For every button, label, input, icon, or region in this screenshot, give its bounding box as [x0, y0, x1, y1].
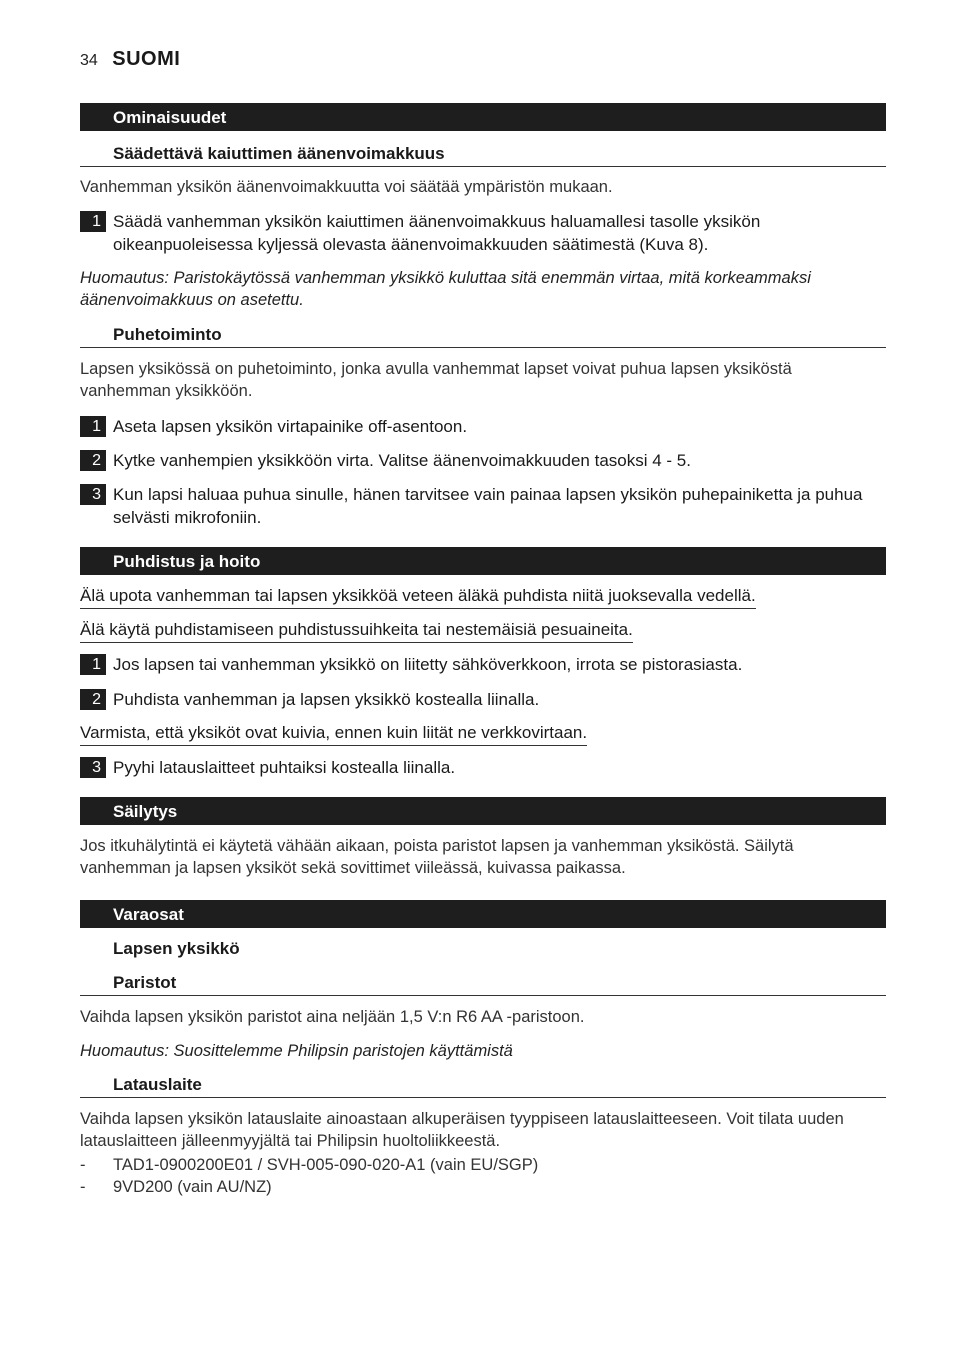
subheading-talk: Puhetoiminto [80, 324, 886, 348]
subheading-batteries: Paristot [80, 972, 886, 996]
cleaning-step-3 [80, 756, 886, 779]
talk-step-2 [80, 449, 886, 472]
cleaning-step-1 [80, 653, 886, 676]
language-title: SUOMI [112, 48, 181, 70]
section-bar-features: Ominaisuudet [80, 103, 886, 131]
step-number: 3 [80, 757, 106, 778]
volume-step-1 [80, 210, 886, 256]
step-text: Kytke vanhempien yksikköön virta. Valitse äänenvoimakkuuden tasoksi 4 - 5. [113, 451, 691, 470]
charger-list-item [80, 1176, 886, 1198]
batteries-note: Huomautus: Suosittelemme Philipsin paristojen käyttämistä [80, 1042, 513, 1060]
step-number: 2 [80, 450, 106, 471]
list-item-text: TAD1-0900200E01 / SVH-005-090-020-A1 (vain EU/SGP) [113, 1156, 539, 1174]
volume-note: Huomautus: Paristokäytössä vanhemman yksikkö kuluttaa sitä enemmän virtaa, mitä korkeammaksi äänenvoimakkuus on asetettu. [80, 269, 811, 309]
volume-intro: Vanhemman yksikön äänenvoimakkuutta voi säätää ympäristön mukaan. [80, 178, 613, 196]
step-text: Pyyhi latauslaitteet puhtaiksi kostealla liinalla. [113, 758, 456, 777]
cleaning-step-2 [80, 688, 886, 711]
step-number: 3 [80, 484, 106, 505]
subheading-baby-unit: Lapsen yksikkö [113, 939, 240, 958]
storage-text: Jos itkuhälytintä ei käytetä vähään aikaan, poista paristot lapsen ja vanhemman yksiköstä. Säilytä vanhemman ja lapsen yksiköt sekä sovittimet viileässä, kuivassa paikassa. [80, 837, 794, 877]
step-number: 1 [80, 211, 106, 232]
step-text: Aseta lapsen yksikön virtapainike off-asentoon. [113, 417, 468, 436]
step-number: 2 [80, 689, 106, 710]
section-bar-cleaning: Puhdistus ja hoito [80, 547, 886, 575]
step-text: Säädä vanhemman yksikön kaiuttimen äänenvoimakkuus haluamallesi tasolle yksikön oikeanpuoleisessa kyljessä olevasta äänenvoimakkuuden säätimestä (Kuva 8). [113, 212, 761, 254]
step-number: 1 [80, 416, 106, 437]
charger-list-item [80, 1154, 886, 1176]
cleaning-warning-1: Älä upota vanhemman tai lapsen yksikköä veteen äläkä puhdista niitä juoksevalla vedellä. [80, 585, 756, 609]
page-header [80, 48, 180, 71]
cleaning-warning-3: Varmista, että yksiköt ovat kuivia, ennen kuin liität ne verkkovirtaan. [80, 722, 587, 746]
subheading-charger: Latauslaite [80, 1074, 886, 1098]
list-dash: - [80, 1178, 86, 1196]
list-dash: - [80, 1156, 86, 1174]
step-number: 1 [80, 654, 106, 675]
subheading-volume: Säädettävä kaiuttimen äänenvoimakkuus [80, 143, 886, 167]
talk-step-3 [80, 483, 886, 529]
list-item-text: 9VD200 (vain AU/NZ) [113, 1178, 272, 1196]
section-bar-storage: Säilytys [80, 797, 886, 825]
talk-step-1 [80, 415, 886, 438]
step-text: Puhdista vanhemman ja lapsen yksikkö kostealla liinalla. [113, 690, 540, 709]
cleaning-warning-2: Älä käytä puhdistamiseen puhdistussuihkeita tai nestemäisiä pesuaineita. [80, 619, 633, 643]
section-bar-parts: Varaosat [80, 900, 886, 928]
step-text: Kun lapsi haluaa puhua sinulle, hänen tarvitsee vain painaa lapsen yksikön puhepainiketta ja puhua selvästi mikrofoniin. [113, 485, 863, 527]
step-text: Jos lapsen tai vanhemman yksikkö on liitetty sähköverkkoon, irrota se pistorasiasta. [113, 655, 743, 674]
batteries-text: Vaihda lapsen yksikön paristot aina neljään 1,5 V:n R6 AA -paristoon. [80, 1008, 585, 1026]
charger-text: Vaihda lapsen yksikön latauslaite ainoastaan alkuperäisen tyyppiseen latauslaitteeseen. Voit tilata uuden latauslaitteen jälleenmyyjältä tai Philipsin huoltoliikkeestä. [80, 1110, 844, 1150]
page-number: 34 [80, 52, 98, 69]
talk-intro: Lapsen yksikössä on puhetoiminto, jonka avulla vanhemmat lapset voivat puhua lapsen yksiköstä vanhemman yksikköön. [80, 360, 792, 400]
